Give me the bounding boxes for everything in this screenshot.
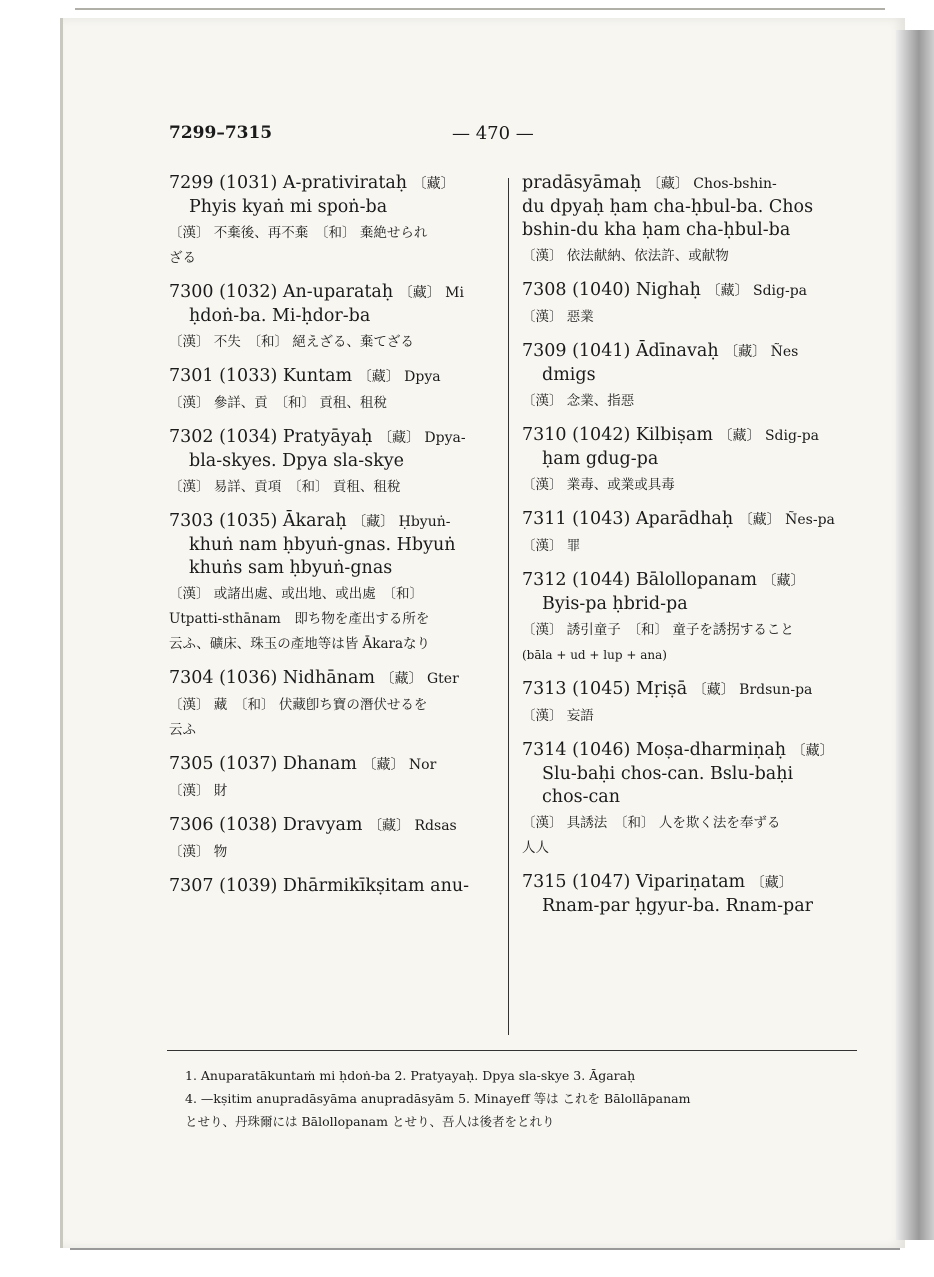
footnote-line: とせり、丹珠爾には Bālollopanam とせり、吾人は後者をとれり bbox=[185, 1114, 555, 1129]
tibetan-equivalent: khuṅs sam ḥbyuṅ-gnas bbox=[189, 558, 393, 578]
entry-headword: 7302 (1034) Pratyāyaḥ bbox=[169, 427, 373, 447]
tibetan-tag: 〔藏〕 Dpya- bbox=[377, 430, 466, 446]
entry-headword-line bbox=[522, 172, 852, 196]
dictionary-entry bbox=[522, 172, 852, 267]
entry-headword: 7309 (1041) Ādīnavaḥ bbox=[522, 341, 719, 361]
tibetan-tag: 〔藏〕 Chos-bshin- bbox=[646, 176, 777, 192]
tibetan-equivalent: khuṅ nam ḥbyuṅ-gnas. Hbyuṅ bbox=[189, 535, 456, 555]
entry-headword-line bbox=[169, 281, 504, 305]
entry-headword-line bbox=[522, 508, 852, 532]
tibetan-tag: 〔藏〕 Dpya bbox=[357, 369, 441, 385]
dictionary-entry bbox=[522, 569, 852, 666]
gloss-line: 〔漢〕 依法献納、依法許、或献物 bbox=[522, 248, 729, 264]
entry-headword: 7300 (1032) An-uparataḥ bbox=[169, 282, 394, 302]
footnote-line: 1. Anuparatākuntaṁ mi ḥdoṅ-ba 2. Pratyayaḥ. Dpya sla-skye 3. Āgaraḥ bbox=[185, 1068, 636, 1083]
entry-headword-line bbox=[169, 814, 504, 838]
gloss-line: 〔漢〕 不失 〔和〕 絕えざる、棄てざる bbox=[169, 334, 414, 350]
right-column bbox=[522, 172, 852, 930]
tibetan-equivalent: Phyis kyaṅ mi spoṅ-ba bbox=[189, 197, 388, 217]
dictionary-entry bbox=[169, 875, 504, 898]
page-number: — 470 — bbox=[452, 123, 534, 144]
dictionary-entry bbox=[522, 508, 852, 557]
entry-headword: 7306 (1038) Dravyam bbox=[169, 815, 363, 835]
entry-headword-line bbox=[522, 279, 852, 303]
column-divider bbox=[508, 178, 509, 1035]
entry-headword: 7299 (1031) A-prativirataḥ bbox=[169, 173, 408, 193]
entry-range-header: 7299–7315 bbox=[169, 123, 273, 143]
top-edge-line bbox=[75, 8, 885, 10]
tibetan-equivalent: ḥdoṅ-ba. Mi-ḥdor-ba bbox=[189, 306, 371, 326]
footnote-rule bbox=[167, 1050, 857, 1051]
entry-headword: 7305 (1037) Dhanam bbox=[169, 754, 357, 774]
entry-headword-line bbox=[169, 875, 504, 898]
gloss-line: 〔漢〕 物 bbox=[169, 844, 228, 860]
tibetan-equivalent: ḥam gdug-pa bbox=[542, 449, 659, 469]
tibetan-tag: 〔藏〕 Gter bbox=[380, 671, 459, 687]
gloss-line: 〔漢〕 念業、指惡 bbox=[522, 393, 635, 409]
gloss-line: 〔漢〕 妄語 bbox=[522, 708, 594, 724]
dictionary-entry bbox=[522, 340, 852, 412]
entry-headword-line bbox=[522, 678, 852, 702]
dictionary-entry bbox=[169, 172, 504, 269]
entry-headword: 7315 (1047) Vipariṇatam bbox=[522, 872, 746, 892]
dictionary-entry bbox=[522, 871, 852, 918]
dictionary-entry bbox=[169, 510, 504, 655]
tibetan-tag: 〔藏〕 bbox=[750, 875, 793, 891]
gloss-line: 〔漢〕 不棄後、再不棄 〔和〕 棄絶せられ bbox=[169, 225, 428, 241]
entry-headword-line bbox=[522, 340, 852, 364]
tibetan-equivalent: du dpyaḥ ḥam cha-ḥbul-ba. Chos bbox=[522, 197, 814, 217]
tibetan-tag: 〔藏〕 Ñes bbox=[724, 344, 799, 360]
entry-headword: 7301 (1033) Kuntam bbox=[169, 366, 353, 386]
entry-headword-line bbox=[169, 365, 504, 389]
entry-headword-line bbox=[522, 569, 852, 593]
tibetan-tag: 〔藏〕 bbox=[412, 176, 455, 192]
dictionary-entry bbox=[522, 678, 852, 727]
tibetan-tag: 〔藏〕 Mi bbox=[398, 285, 464, 301]
dictionary-entry bbox=[522, 424, 852, 496]
tibetan-tag: 〔藏〕 Brdsun-pa bbox=[692, 682, 813, 698]
gloss-line: 〔漢〕 罪 bbox=[522, 538, 581, 554]
left-column bbox=[169, 172, 504, 910]
dictionary-entry bbox=[169, 667, 504, 741]
entry-headword: 7307 (1039) Dhārmikīkṣitam anu- bbox=[169, 876, 470, 896]
gloss-line: (bāla + ud + lup + ana) bbox=[522, 648, 667, 662]
tibetan-tag: 〔藏〕 Sdig-pa bbox=[706, 283, 808, 299]
entry-headword: 7310 (1042) Kilbiṣam bbox=[522, 425, 713, 445]
tibetan-tag: 〔藏〕 Nor bbox=[362, 757, 437, 773]
gloss-line: 云ふ、礦床、珠玉の產地等は皆 Ākaraなり bbox=[169, 636, 431, 652]
entry-headword-line bbox=[522, 739, 852, 763]
page-curl-shadow bbox=[896, 30, 934, 1240]
tibetan-equivalent: bla-skyes. Dpya sla-skye bbox=[189, 451, 404, 471]
dictionary-entry bbox=[169, 753, 504, 802]
entry-headword: 7303 (1035) Ākaraḥ bbox=[169, 511, 347, 531]
dictionary-entry bbox=[522, 279, 852, 328]
entry-headword: 7304 (1036) Nidhānam bbox=[169, 668, 375, 688]
entry-headword: 7312 (1044) Bālollopanam bbox=[522, 570, 757, 590]
tibetan-equivalent: bshin-du kha ḥam cha-ḥbul-ba bbox=[522, 220, 791, 240]
tibetan-equivalent: dmigs bbox=[542, 365, 596, 385]
dictionary-entry bbox=[169, 281, 504, 353]
entry-headword-line bbox=[169, 753, 504, 777]
dictionary-entry bbox=[169, 365, 504, 414]
bottom-edge-line bbox=[70, 1248, 900, 1250]
gloss-line: 〔漢〕 藏 〔和〕 伏藏卽ち寶の潛伏せるを bbox=[169, 697, 428, 713]
gloss-line: 〔漢〕 業毒、或業或具毒 bbox=[522, 477, 675, 493]
dictionary-entry bbox=[169, 814, 504, 863]
footnote-line: 4. —kṣitim anupradāsyāma anupradāsyām 5. Minayeff 等は これを Bālollāpanam bbox=[185, 1091, 691, 1106]
gloss-line: 人人 bbox=[522, 840, 549, 856]
entry-headword: 7313 (1045) Mṛiṣā bbox=[522, 679, 688, 699]
tibetan-equivalent: Slu-baḥi chos-can. Bslu-baḥi bbox=[542, 764, 794, 784]
entry-headword-line bbox=[169, 172, 504, 196]
tibetan-tag: 〔藏〕 Ḥbyuṅ- bbox=[352, 514, 451, 530]
gloss-line: 〔漢〕 財 bbox=[169, 783, 228, 799]
tibetan-tag: 〔藏〕 bbox=[762, 573, 805, 589]
gloss-line: 云ふ bbox=[169, 722, 196, 738]
entry-headword-line bbox=[169, 667, 504, 691]
entry-headword-line bbox=[169, 426, 504, 450]
entry-headword: 7314 (1046) Moṣa-dharmiṇaḥ bbox=[522, 740, 787, 760]
gloss-line: 〔漢〕 誘引童子 〔和〕 童子を誘拐すること bbox=[522, 622, 794, 638]
tibetan-tag: 〔藏〕 Sdig-pa bbox=[718, 428, 819, 444]
gloss-line: 〔漢〕 或諸出處、或出地、或出處 〔和〕 bbox=[169, 586, 424, 602]
gloss-line: 〔漢〕 參詳、貢 〔和〕 貢租、租稅 bbox=[169, 395, 387, 411]
gloss-line: ざる bbox=[169, 250, 196, 266]
entry-headword: pradāsyāmaḥ bbox=[522, 173, 642, 193]
tibetan-tag: 〔藏〕 Rdsas bbox=[368, 818, 457, 834]
dictionary-entry bbox=[169, 426, 504, 498]
entry-headword-line bbox=[169, 510, 504, 534]
entry-headword-line bbox=[522, 871, 852, 895]
entry-headword-line bbox=[522, 424, 852, 448]
gloss-line: 〔漢〕 惡業 bbox=[522, 309, 594, 325]
tibetan-tag: 〔藏〕 Ñes-pa bbox=[738, 512, 835, 528]
tibetan-equivalent: chos-can bbox=[542, 787, 621, 807]
entry-headword: 7308 (1040) Nighaḥ bbox=[522, 280, 701, 300]
footnotes bbox=[185, 1064, 865, 1133]
entry-headword: 7311 (1043) Aparādhaḥ bbox=[522, 509, 734, 529]
gloss-line: 〔漢〕 具誘法 〔和〕 人を欺く法を奉ずる bbox=[522, 815, 781, 831]
gloss-line: 〔漢〕 易詳、貢項 〔和〕 貢租、租稅 bbox=[169, 479, 401, 495]
tibetan-tag: 〔藏〕 bbox=[791, 743, 834, 759]
dictionary-entry bbox=[522, 739, 852, 859]
tibetan-equivalent: Byis-pa ḥbrid-pa bbox=[542, 594, 688, 614]
gloss-line: Utpatti-sthānam 即ち物を產出する所を bbox=[169, 611, 430, 627]
tibetan-equivalent: Rnam-par ḥgyur-ba. Rnam-par bbox=[542, 896, 814, 916]
